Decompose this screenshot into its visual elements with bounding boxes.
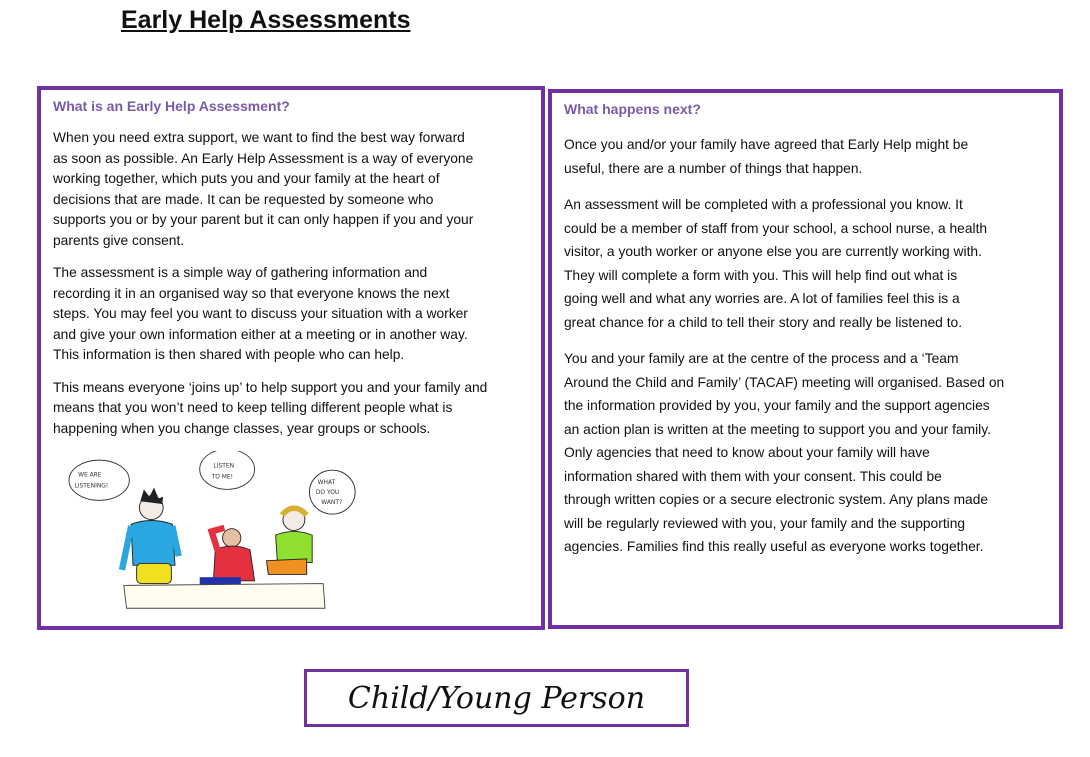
bubble-text: TO ME!	[211, 473, 234, 481]
page-title: Early Help Assessments	[121, 6, 411, 34]
what-is-eha-panel	[37, 86, 545, 630]
paragraph: You and your family are at the centre of the process and a ‘Team Around the Child and Family’ (TACAF) meeting will organised. Based on the information provided by you, your family and the support agencies an action plan is written at the meeting to support you and your family. Only agencies that need to know about your family will have information shared with them with your consent. This could be through written copies or a secure electronic system. Any plans made will be regularly reviewed with you, your family and the supporting agencies. Families find this really useful as everyone works together.	[564, 351, 1005, 554]
panel-heading: What happens next?	[564, 101, 701, 117]
paragraph: When you need extra support, we want to find the best way forward as soon as possible. An Early Help Assessment is a way of everyone working together, which puts you and your family at the heart of decisions that are made. It can be requested by someone who supports you or by your parent but it can only happen if you and your parents give consent.	[53, 130, 474, 248]
children-drawing-illustration	[53, 451, 383, 611]
what-happens-next-panel	[548, 89, 1063, 629]
audience-label-box: Child/Young Person	[304, 669, 689, 727]
bubble-text: LISTENING!	[74, 482, 109, 490]
bubble-text: LISTEN	[213, 462, 235, 470]
bubble-text: DO YOU	[315, 488, 340, 496]
paragraph: The assessment is a simple way of gathering information and recording it in an organised way so that everyone knows the next steps. You may feel you want to discuss your situation with a worker and give your own information either at a meeting or in another way. This information is then shared with people who can help.	[53, 265, 468, 362]
paragraph: An assessment will be completed with a professional you know. It could be a member of staff from your school, a school nurse, a health visitor, a youth worker or anyone else you are currently working with. They will complete a form with you. This will help find out what is going well and what any worries are. A lot of families feel this is a great chance for a child to tell their story and really be listened to.	[564, 197, 988, 330]
paragraph: Once you and/or your family have agreed that Early Help might be useful, there are a number of things that happen.	[564, 137, 969, 176]
paragraph: This means everyone ‘joins up’ to help support you and your family and means that you won’t need to keep telling different people what is happening when you change classes, year groups or schools.	[53, 379, 488, 436]
panel-heading: What is an Early Help Assessment?	[53, 98, 290, 114]
bubble-text: WHAT	[317, 478, 336, 486]
bubble-text: WE ARE	[78, 471, 102, 479]
bubble-text: WANT?	[321, 499, 343, 507]
